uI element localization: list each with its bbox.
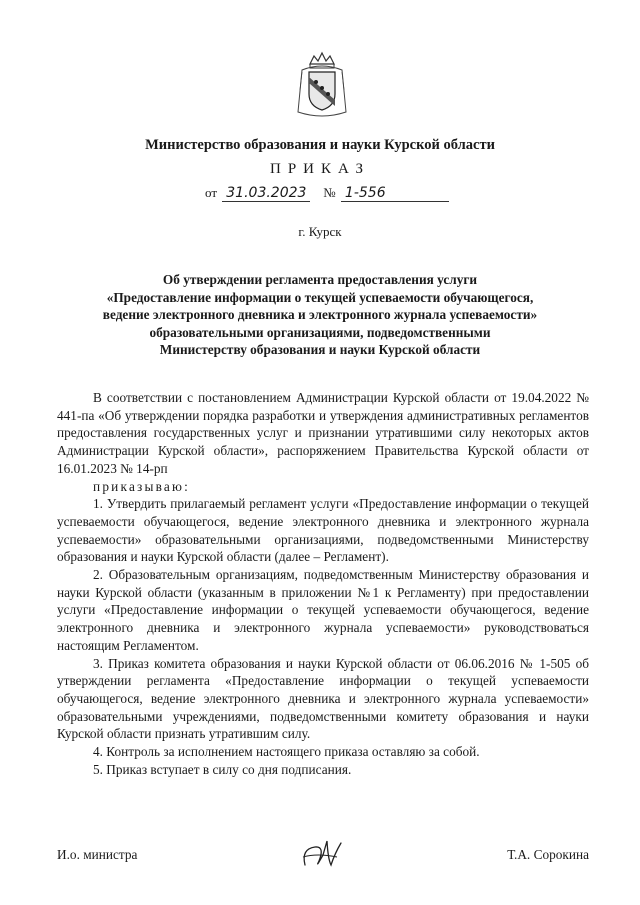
title-line: «Предоставление информации о текущей успеваемости обучающегося, xyxy=(106,289,534,305)
document-body xyxy=(57,389,589,778)
handwritten-signature-icon xyxy=(297,835,347,875)
order-point-5: 5. Приказ вступает в силу со дня подписания. xyxy=(93,761,352,777)
order-point-4: 4. Контроль за исполнением настоящего приказа оставляю за собой. xyxy=(93,744,480,760)
title-line: ведение электронного дневника и электронного журнала успеваемости» xyxy=(102,307,538,322)
order-point-3: 3. Приказ комитета образования и науки Курской области от 06.06.2016 № 1-505 об утверждении регламента «Предоставление информации о текущей успеваемости обучающегося, ведение электронного дневника и электронного журнала успеваемости» образовательными учреждениями, подведомственными комитету образования и науки Курской области признать утратившим силу. xyxy=(57,655,589,742)
order-date-number-line xyxy=(205,185,449,202)
order-heading: ПРИКАЗ xyxy=(270,161,370,177)
number-prefix: № xyxy=(323,185,336,200)
preamble-paragraph: В соответствии с постановлением Администрации Курской области от 19.04.2022 № 441-па «Об утверждении порядка разработки и утверждения административных регламентов предоставления государственных услуг и признании утратившими силу некоторых актов Администрации Курской области», распоряжением Правительства Курской области от 16.01.2023 № 14-рп xyxy=(57,390,589,476)
title-line: Об утверждении регламента предоставления услуги xyxy=(162,272,478,287)
order-number-field: 1-556 xyxy=(341,186,449,202)
order-verb: приказываю: xyxy=(93,478,191,494)
signatory-position: И.о. министра xyxy=(57,847,138,862)
title-line: Министерству образования и науки Курской области xyxy=(159,342,481,357)
document-title xyxy=(70,271,570,359)
order-point-1: 1. Утвердить прилагаемый регламент услуги «Предоставление информации о текущей успеваемости обучающегося, ведение электронного дневника и электронного журнала успеваемости» образовательными организациями, подведомственными Министерству образования и науки Курской области (далее – Регламент). xyxy=(57,496,589,565)
ministry-name: Министерство образования и науки Курской области xyxy=(145,137,495,153)
date-prefix: от xyxy=(205,185,218,200)
signature-block xyxy=(57,847,589,875)
coat-of-arms-icon xyxy=(292,50,352,120)
title-line: образовательными организациями, подведомственными xyxy=(149,324,491,340)
order-date-field: 31.03.2023 xyxy=(222,186,310,202)
signatory-name: Т.А. Сорокина xyxy=(507,847,589,862)
city-line: г. Курск xyxy=(298,224,342,239)
order-point-2: 2. Образовательным организациям, подведомственным Министерству образования и науки Курской области (указанным в приложении №1 к Регламенту) при предоставлении услуги «Предоставление информации о текущей успеваемости обучающегося, ведение электронного дневника и электронного журнала успеваемости» руководствоваться настоящим Регламентом. xyxy=(57,567,589,653)
